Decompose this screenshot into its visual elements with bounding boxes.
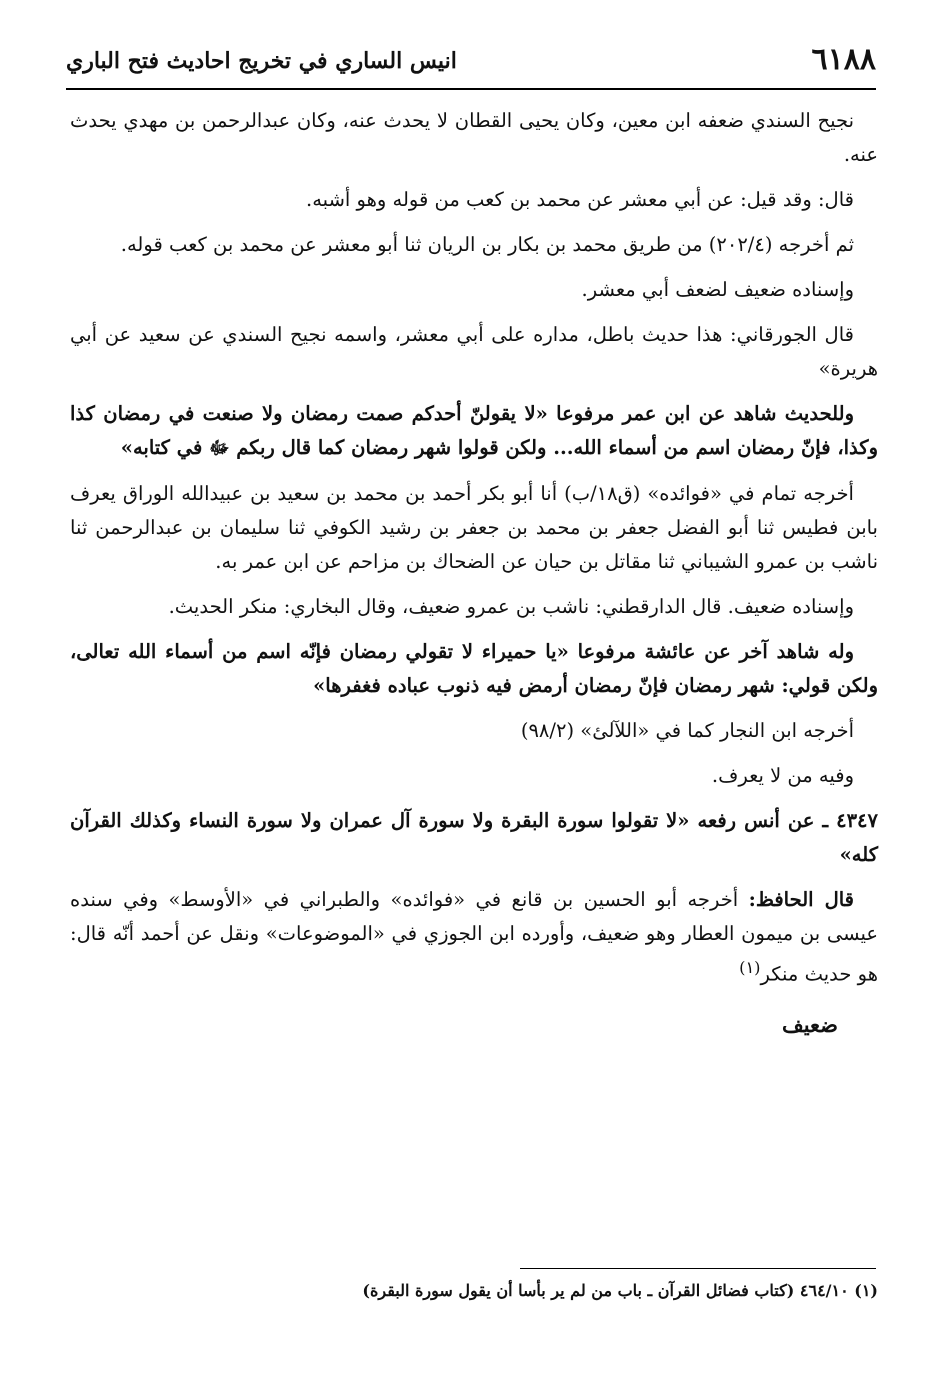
paragraph-text: في كتابه»	[120, 436, 203, 459]
footnote: (١) ٤٦٤/١٠ (كتاب فضائل القرآن ـ باب من لم ير بأسا أن يقول سورة البقرة)	[362, 1281, 878, 1300]
paragraph: أخرجه ابن النجار كما في «اللآلئ» (٩٨/٢)	[520, 719, 854, 742]
witness-hadith-aisha: وله شاهد آخر عن عائشة مرفوعا «يا حميراء لا تقولي رمضان فإنّه اسم من أسماء الله تعالى، ولكن قولي: شهر رمضان فإنّ رمضان أرمض فيه ذنوب عباده فغفرها»	[70, 640, 878, 697]
verdict: ضعيف	[781, 1011, 838, 1037]
commentary	[70, 883, 878, 992]
hadith-entry	[70, 804, 878, 872]
witness-hadith-ibn-umar	[70, 397, 878, 466]
commentary-label: قال الحافظ:	[748, 888, 854, 911]
paragraph: أخرجه تمام في «فوائده» (ق١٨/ب) أنا أبو بكر أحمد بن محمد بن سعيد بن عبيدالله الوراق يعرف بابن فطيس ثنا أبو الفضل جعفر بن محمد بن جعفر بن رشيد الكوفي ثنا سليمان بن عبدالرحمن ثنا ناشب بن عمرو الشيباني ثنا مقاتل بن حيان عن الضحاك بن مزاحم عن ابن عمر به.	[70, 482, 878, 573]
paragraph: قال الجورقاني: هذا حديث باطل، مداره على أبي معشر، واسمه نجيح السندي عن سعيد عن أبي هريرة»	[70, 323, 878, 380]
paragraph: ثم أخرجه (٢٠٢/٤) من طريق محمد بن بكار بن الريان ثنا أبو معشر عن محمد بن كعب قوله.	[120, 233, 854, 256]
paragraph: وفيه من لا يعرف.	[711, 764, 854, 787]
paragraph-text: وللحديث شاهد عن ابن عمر مرفوعا «لا يقولنّ أحدكم صمت رمضان ولا صنعت في رمضان كذا وكذا، فإنّ رمضان اسم من أسماء الله... ولكن قولوا شهر رمضان كما قال ربكم	[70, 402, 878, 459]
hadith-text: ـ عن أنس رفعه «لا تقولوا سورة البقرة ولا سورة آل عمران ولا سورة النساء وكذلك القرآن كله»	[70, 809, 878, 866]
running-title: انيس الساري في تخريج احاديث فتح الباري	[66, 48, 457, 74]
hadith-number: ٤٣٤٧	[836, 809, 878, 832]
commentary-text: أخرجه أبو الحسين بن قانع في «فوائده» والطبراني في «الأوسط» وفي سنده عيسى بن ميمون العطار وهو ضعيف، وأورده ابن الجوزي في «الموضوعات» ونقل عن أحمد أنّه قال: هو حديث منكر	[70, 888, 878, 986]
footnote-divider	[520, 1268, 876, 1269]
footnote-reference: (١)	[739, 958, 761, 977]
page-body	[70, 104, 878, 1053]
honorific-glyph: ﷻ	[209, 438, 230, 459]
page-number: ٦١٨٨	[811, 42, 876, 77]
paragraph: وإسناده ضعيف لضعف أبي معشر.	[581, 278, 854, 301]
page-header	[66, 38, 876, 90]
paragraph: قال: وقد قيل: عن أبي معشر عن محمد بن كعب من قوله وهو أشبه.	[306, 188, 854, 211]
paragraph: وإسناده ضعيف. قال الدارقطني: ناشب بن عمرو ضعيف، وقال البخاري: منكر الحديث.	[168, 595, 854, 618]
paragraph: نجيح السندي ضعفه ابن معين، وكان يحيى القطان لا يحدث عنه، وكان عبدالرحمن بن مهدي يحدث عنه.	[70, 109, 878, 166]
